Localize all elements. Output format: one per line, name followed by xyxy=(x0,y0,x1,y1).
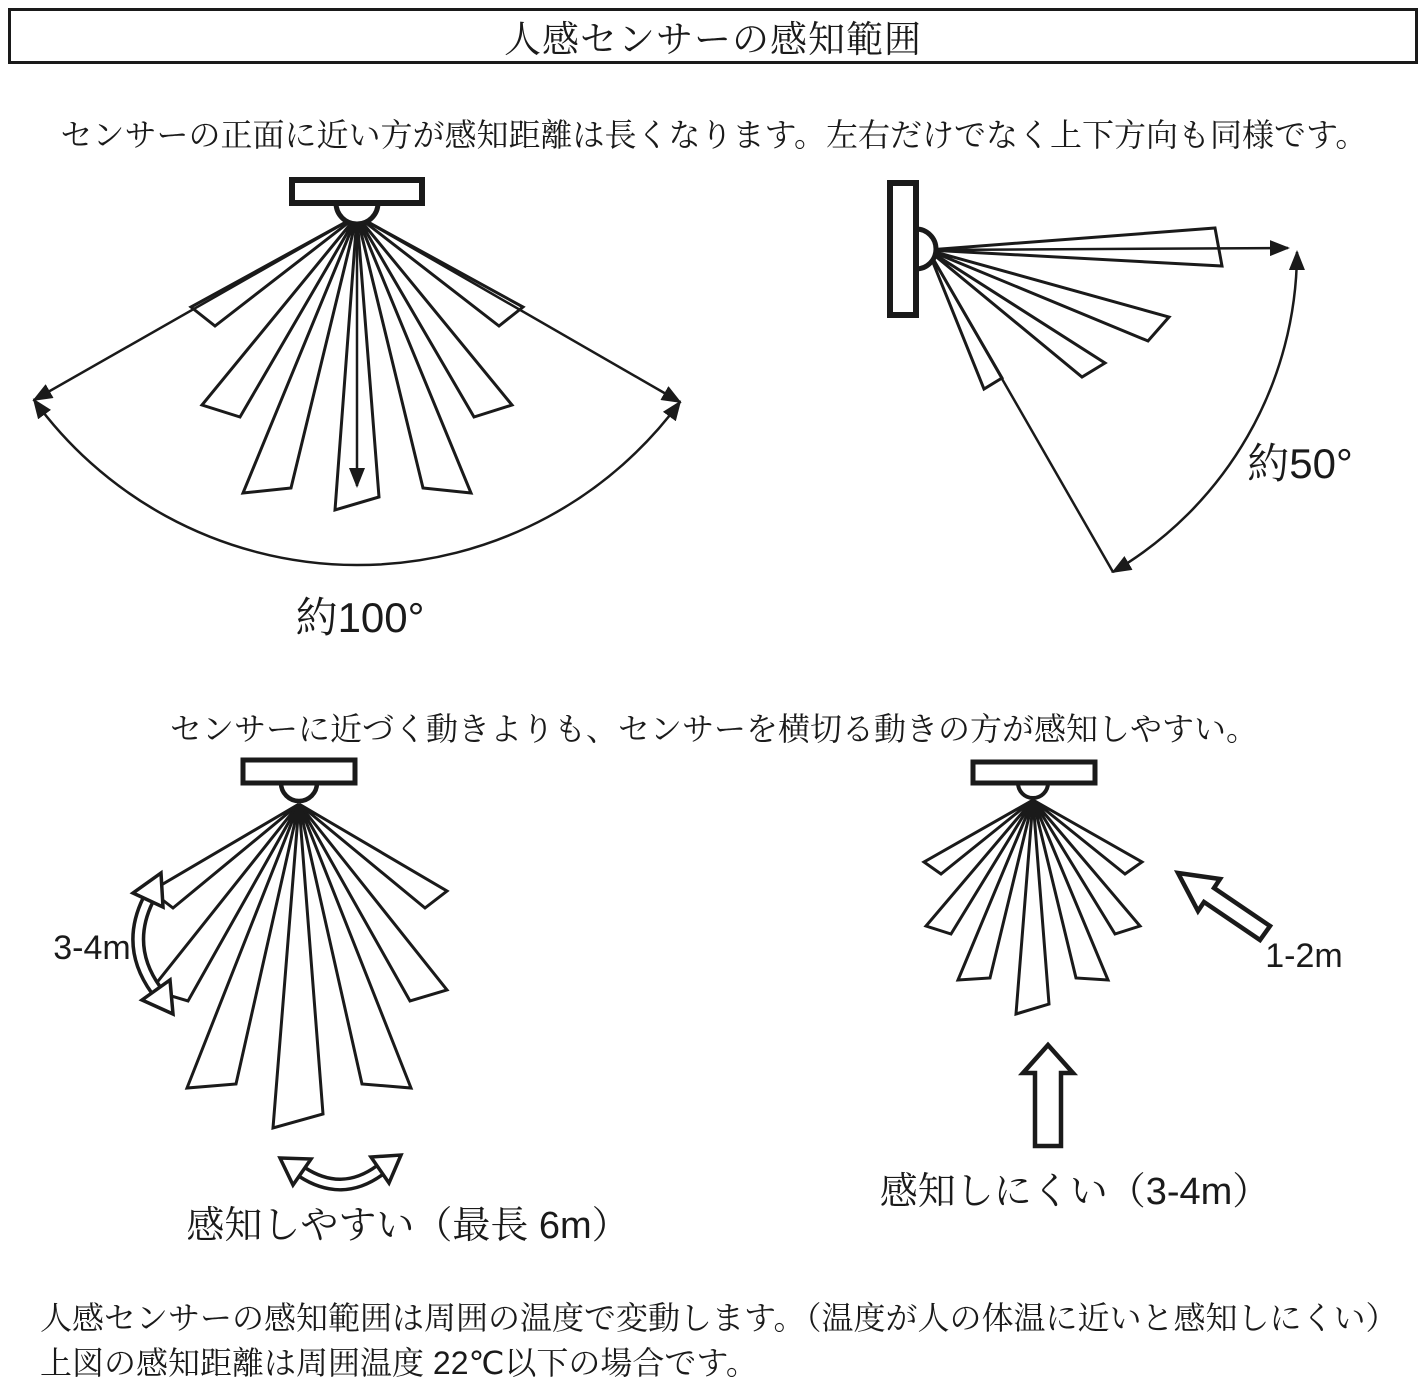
approach-caption: 感知しにくい（3-4m） xyxy=(879,1171,1271,1213)
front-view-diagram xyxy=(8,170,718,660)
page-title: 人感センサーの感知範囲 xyxy=(504,19,922,60)
approach-motion-diagram xyxy=(875,752,1415,1222)
top-description: センサーの正面に近い方が感知距離は長くなります。左右だけでなく上下方向も同様です。 xyxy=(60,117,1368,153)
footnote xyxy=(40,1296,1420,1386)
coverage-angle-arc xyxy=(1113,252,1297,572)
up-approach-arrow xyxy=(1023,1045,1073,1146)
footnote-line1: 人感センサーの感知範囲は周囲の温度で変動します。（温度が人の体温に近いと感知しにくい） xyxy=(40,1300,1398,1336)
crossing-motion-diagram xyxy=(30,752,670,1262)
sensor-body xyxy=(973,762,1095,783)
sensor-body xyxy=(890,183,916,315)
sensor-dome xyxy=(281,783,317,801)
coverage-angle-label: 約50° xyxy=(1247,440,1353,487)
sensor-dome xyxy=(336,203,378,224)
sensor-body xyxy=(243,760,355,783)
coverage-angle-label: 約100° xyxy=(295,594,425,641)
swing-motion-arrow xyxy=(280,1155,401,1185)
vertical-range-label: 3-4m xyxy=(53,929,131,967)
middle-description: センサーに近づく動きよりも、センサーを横切る動きの方が感知しやすい。 xyxy=(169,711,1258,747)
diagonal-approach-arrow xyxy=(1178,873,1270,940)
crossing-caption: 感知しやすい（最長 6m） xyxy=(186,1205,630,1247)
approach-range-label: 1-2m xyxy=(1265,937,1343,975)
detection-beam xyxy=(928,228,1222,266)
footnote-line2: 上図の感知距離は周囲温度 22℃以下の場合です。 xyxy=(40,1345,758,1381)
title-box xyxy=(8,8,1418,64)
side-view-diagram xyxy=(870,172,1410,652)
sensor-body xyxy=(292,180,422,203)
